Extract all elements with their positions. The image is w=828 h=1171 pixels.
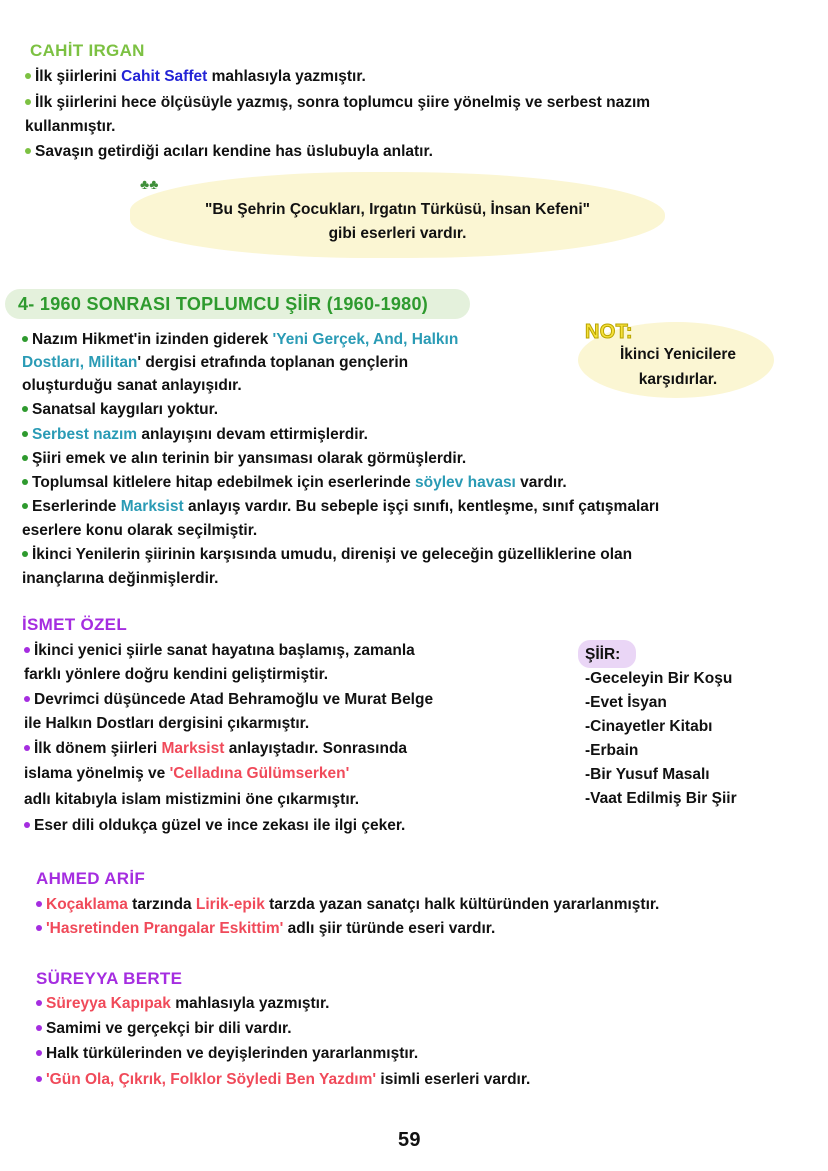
text-segment: farklı yönlere doğru kendini geliştirmiştir. — [24, 666, 329, 683]
text-segment: İlk dönem şiirleri — [34, 740, 162, 757]
bullet-icon — [22, 336, 28, 342]
bullet-icon — [22, 406, 28, 412]
text-segment: eserlere konu olarak seçilmiştir. — [22, 522, 258, 539]
poem-item: -Evet İsyan — [585, 694, 667, 711]
text-segment: vardır. — [515, 474, 567, 491]
text-segment: isimli eserleri vardır. — [376, 1071, 531, 1088]
bullet-icon — [22, 431, 28, 437]
text-segment: mahlasıyla yazmıştır. — [207, 68, 366, 85]
text-segment: Şiiri emek ve alın terinin bir yansıması olarak görmüşlerdir. — [32, 450, 467, 467]
text-segment: Eser dili oldukça güzel ve ince zekası ile ilgi çeker. — [34, 817, 406, 834]
poems-label: ŞİİR: — [585, 646, 621, 663]
poem-item: -Bir Yusuf Masalı — [585, 766, 710, 783]
text-segment: Nazım Hikmet'in izinden giderek — [32, 331, 273, 348]
highlighted-text: 'Yeni Gerçek, And, Halkın — [272, 331, 459, 348]
sureyya-berte-heading: SÜREYYA BERTE — [36, 969, 183, 988]
text-segment: İlk şiirlerini — [35, 68, 122, 85]
bullet-icon — [22, 455, 28, 461]
bullet-icon — [36, 1025, 42, 1031]
bullet-icon — [36, 1076, 42, 1082]
text-segment: Eserlerinde — [32, 498, 121, 515]
bullet-icon — [25, 148, 31, 154]
text-segment: İkinci yenici şiirle sanat hayatına başlamış, zamanla — [34, 642, 415, 659]
ismet-line — [24, 690, 433, 710]
ismet-line — [24, 739, 407, 759]
cahit-works-line-2: gibi eserleri vardır. — [328, 225, 467, 242]
section-line — [22, 400, 218, 420]
text-segment: Toplumsal kitlelere hitap edebilmek için eserlerinde — [32, 474, 416, 491]
page-number: 59 — [398, 1129, 421, 1151]
bullet-icon — [36, 1050, 42, 1056]
section-line — [22, 521, 257, 541]
note-label: NOT: — [585, 321, 633, 343]
text-segment: mahlasıyla yazmıştır. — [170, 995, 330, 1012]
highlighted-text: Cahit Saffet — [121, 68, 208, 85]
ahmed-arif-heading: AHMED ARİF — [36, 869, 146, 888]
section-heading: 4- 1960 SONRASI TOPLUMCU ŞİİR (1960-1980) — [18, 294, 429, 314]
note-line-2: karşıdırlar. — [638, 371, 718, 388]
text-segment: Savaşın getirdiği acıları kendine has üslubuyla anlatır. — [35, 143, 433, 160]
ismet-line — [24, 665, 328, 685]
section-line — [22, 330, 458, 350]
text-segment: adlı kitabıyla islam mistizmini öne çıkarmıştır. — [24, 791, 360, 808]
section-line — [22, 497, 659, 517]
sureyya-line — [36, 1070, 530, 1090]
bullet-icon — [24, 696, 30, 702]
text-segment: oluşturduğu sanat anlayışıdır. — [22, 377, 242, 394]
highlighted-text: Lirik-epik — [195, 896, 265, 913]
text-segment: adlı şiir türünde eseri vardır. — [283, 920, 496, 937]
text-segment: islama yönelmiş ve — [24, 765, 170, 782]
bullet-icon — [24, 822, 30, 828]
poem-item: -Cinayetler Kitabı — [585, 718, 713, 735]
ismet-line — [24, 641, 415, 661]
text-segment: anlayış vardır. Bu sebeple işçi sınıfı, kentleşme, sınıf çatışmaları — [183, 498, 660, 515]
text-segment: anlayıştadır. Sonrasında — [224, 740, 408, 757]
ismet-ozel-heading: İSMET ÖZEL — [22, 615, 127, 634]
cahit-irgan-heading: CAHİT IRGAN — [30, 41, 145, 60]
text-segment: Devrimci düşüncede Atad Behramoğlu ve Murat Belge — [34, 691, 434, 708]
cahit-line — [25, 142, 433, 162]
section-line — [22, 376, 242, 396]
highlighted-text: Dostları, Militan — [22, 354, 138, 371]
bullet-icon — [22, 479, 28, 485]
section-line — [22, 569, 218, 589]
text-segment: Samimi ve gerçekçi bir dili vardır. — [46, 1020, 292, 1037]
text-segment: inançlarına değinmişlerdir. — [22, 570, 219, 587]
highlighted-text: Marksist — [120, 498, 184, 515]
text-segment: kullanmıştır. — [25, 118, 116, 135]
highlighted-text: 'Celladına Gülümserken' — [169, 765, 350, 782]
leaf-icon: ♣♣ — [140, 176, 159, 192]
highlighted-text: 'Hasretinden Prangalar Eskittim' — [46, 920, 284, 937]
section-line — [22, 449, 466, 469]
cahit-works-line-1: "Bu Şehrin Çocukları, Irgatın Türküsü, İnsan Kefeni" — [204, 201, 591, 218]
section-line — [22, 545, 632, 565]
highlighted-text: Koçaklama — [46, 896, 128, 913]
text-segment: tarzında — [127, 896, 196, 913]
sureyya-line — [36, 1044, 418, 1064]
section-line — [22, 353, 408, 373]
bullet-icon — [25, 99, 31, 105]
bullet-icon — [22, 503, 28, 509]
highlighted-text: Süreyya Kapıpak — [46, 995, 171, 1012]
bullet-icon — [36, 1000, 42, 1006]
ismet-line — [24, 790, 359, 810]
text-segment: ile Halkın Dostları dergisini çıkarmıştır. — [24, 715, 310, 732]
bullet-icon — [24, 647, 30, 653]
highlighted-text: söylev havası — [415, 474, 516, 491]
ismet-line — [24, 816, 405, 836]
text-segment: İkinci Yenilerin şiirinin karşısında umudu, direnişi ve geleceğin güzelliklerine olan — [32, 546, 633, 563]
poem-item: -Vaat Edilmiş Bir Şiir — [585, 790, 737, 807]
ahmed-line — [36, 919, 495, 939]
highlighted-text: Serbest nazım — [32, 426, 138, 443]
text-segment: anlayışını devam ettirmişlerdir. — [137, 426, 368, 443]
text-segment: tarzda yazan sanatçı halk kültüründen yararlanmıştır. — [264, 896, 660, 913]
cahit-line — [25, 93, 650, 113]
highlighted-text: Marksist — [161, 740, 225, 757]
cahit-line — [25, 67, 366, 87]
bullet-icon — [36, 925, 42, 931]
sureyya-line — [36, 1019, 292, 1039]
text-segment: ' dergisi etrafında toplanan gençlerin — [137, 354, 409, 371]
text-segment: Halk türkülerinden ve deyişlerinden yararlanmıştır. — [46, 1045, 419, 1062]
sureyya-line — [36, 994, 329, 1014]
text-segment: İlk şiirlerini hece ölçüsüyle yazmış, sonra toplumcu şiire yönelmiş ve serbest nazım — [35, 94, 651, 111]
ismet-line — [24, 714, 309, 734]
cahit-line — [25, 117, 115, 137]
section-line — [22, 425, 368, 445]
bullet-icon — [22, 551, 28, 557]
bullet-icon — [24, 745, 30, 751]
bullet-icon — [36, 901, 42, 907]
note-line-1: İkinci Yenicilere — [619, 346, 737, 363]
bullet-icon — [25, 73, 31, 79]
highlighted-text: 'Gün Ola, Çıkrık, Folklor Söyledi Ben Yazdım' — [46, 1071, 377, 1088]
text-segment: Sanatsal kaygıları yoktur. — [32, 401, 219, 418]
poem-item: -Geceleyin Bir Koşu — [585, 670, 733, 687]
section-line — [22, 473, 567, 493]
ahmed-line — [36, 895, 659, 915]
poem-item: -Erbain — [585, 742, 639, 759]
ismet-line — [24, 764, 349, 784]
